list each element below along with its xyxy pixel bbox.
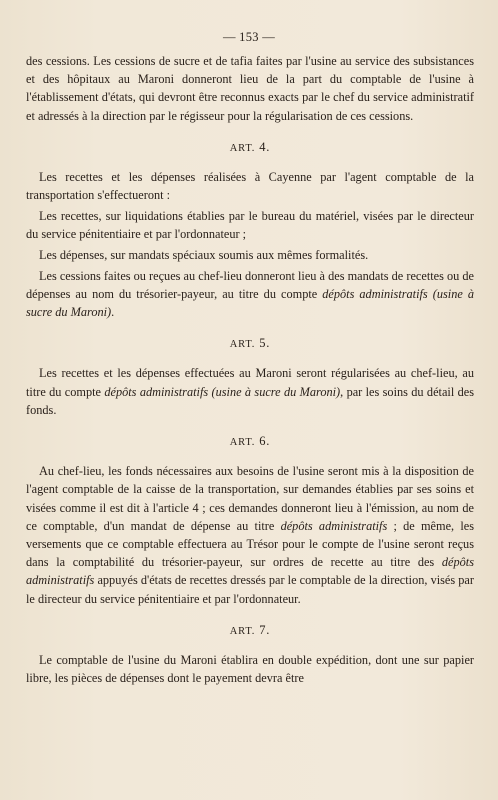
paragraph (26, 364, 474, 419)
paragraph: Les recettes et les dépenses réalisées à Cayenne par l'agent comptable de la transportation s'effectueront : (26, 170, 474, 203)
paragraph-italic-2: dépôts administratifs (26, 555, 474, 588)
article-heading (26, 432, 474, 452)
article-label: ART. (229, 625, 256, 637)
paragraph-italic: dépôts administratifs (usine à sucre du Maroni) (26, 286, 474, 319)
paragraph (26, 267, 474, 322)
paragraph-tail: , par les soins du détail des fonds. (26, 384, 474, 417)
article-heading (26, 334, 474, 354)
paragraph-italic: dépôts administratifs (usine à sucre du Maroni) (104, 384, 341, 399)
article-number: 7. (259, 622, 271, 637)
article-label: ART. (229, 339, 256, 351)
paragraph-text: Les recettes et les dépenses effectuées au Maroni seront régularisées au chef-lieu, au titre du compte (26, 366, 474, 399)
paragraph-text: Au chef-lieu, les fonds nécessaires aux besoins de l'usine seront mis à la disposition de l'agent comptable de la caisse de la transportation, sur demandes établies par ses soins et visées comme il est dit à l'article 4 ; ces demandes donneront lieu à l'émission, au nom de ce comptable, d'un mandat de dépense au titre (26, 464, 474, 533)
article-label: ART. (229, 436, 256, 448)
paragraph-tail: . (111, 304, 115, 319)
article-label: ART. (229, 142, 256, 154)
paragraph-italic: dépôts administratifs (280, 518, 388, 533)
paragraph (26, 462, 474, 608)
article-number: 5. (259, 336, 271, 351)
paragraph-tail: ; de même, les versements que ce comptable effectuera au Trésor pour le compte de l'usine seront reçus dans la comptabilité du trésorier-payeur, sur ordres de recette au titre des (26, 518, 474, 570)
article-number: 4. (259, 139, 271, 154)
paragraph: Les recettes, sur liquidations établies par le bureau du matériel, visées par le directeur du service pénitentiaire et par l'ordonnateur ; (26, 208, 474, 242)
page-body (26, 52, 474, 687)
article-heading (26, 621, 474, 641)
paragraph-text: Les cessions faites ou reçues au chef-lieu donneront lieu à des mandats de recettes ou de dépenses au nom du trésorier-payeur, au titre du compte (26, 268, 474, 301)
paragraph-tail-2: appuyés d'états de recettes dressés par le comptable de la direction, visés par le directeur du service pénitentiaire et par l'ordonnateur. (26, 573, 474, 606)
article-heading (26, 138, 474, 158)
paragraph: Le comptable de l'usine du Maroni établira en double expédition, dont une sur papier libre, les pièces de dépenses dont le payement devra être (26, 652, 474, 686)
article-number: 6. (259, 433, 271, 448)
page-number: — 153 — (222, 30, 276, 44)
paragraph: Les dépenses, sur mandats spéciaux soumis aux mêmes formalités. (39, 247, 369, 262)
paragraph: des cessions. Les cessions de sucre et de tafia faites par l'usine au service des subsistances et des hôpitaux au Maroni donneront lieu de la part du comptable de l'usine à l'établissement d'états, qui devront être reconnus exacts par le chef du service administratif et adressés à la direction par le régisseur pour la régularisation de ces cessions. (26, 54, 474, 123)
